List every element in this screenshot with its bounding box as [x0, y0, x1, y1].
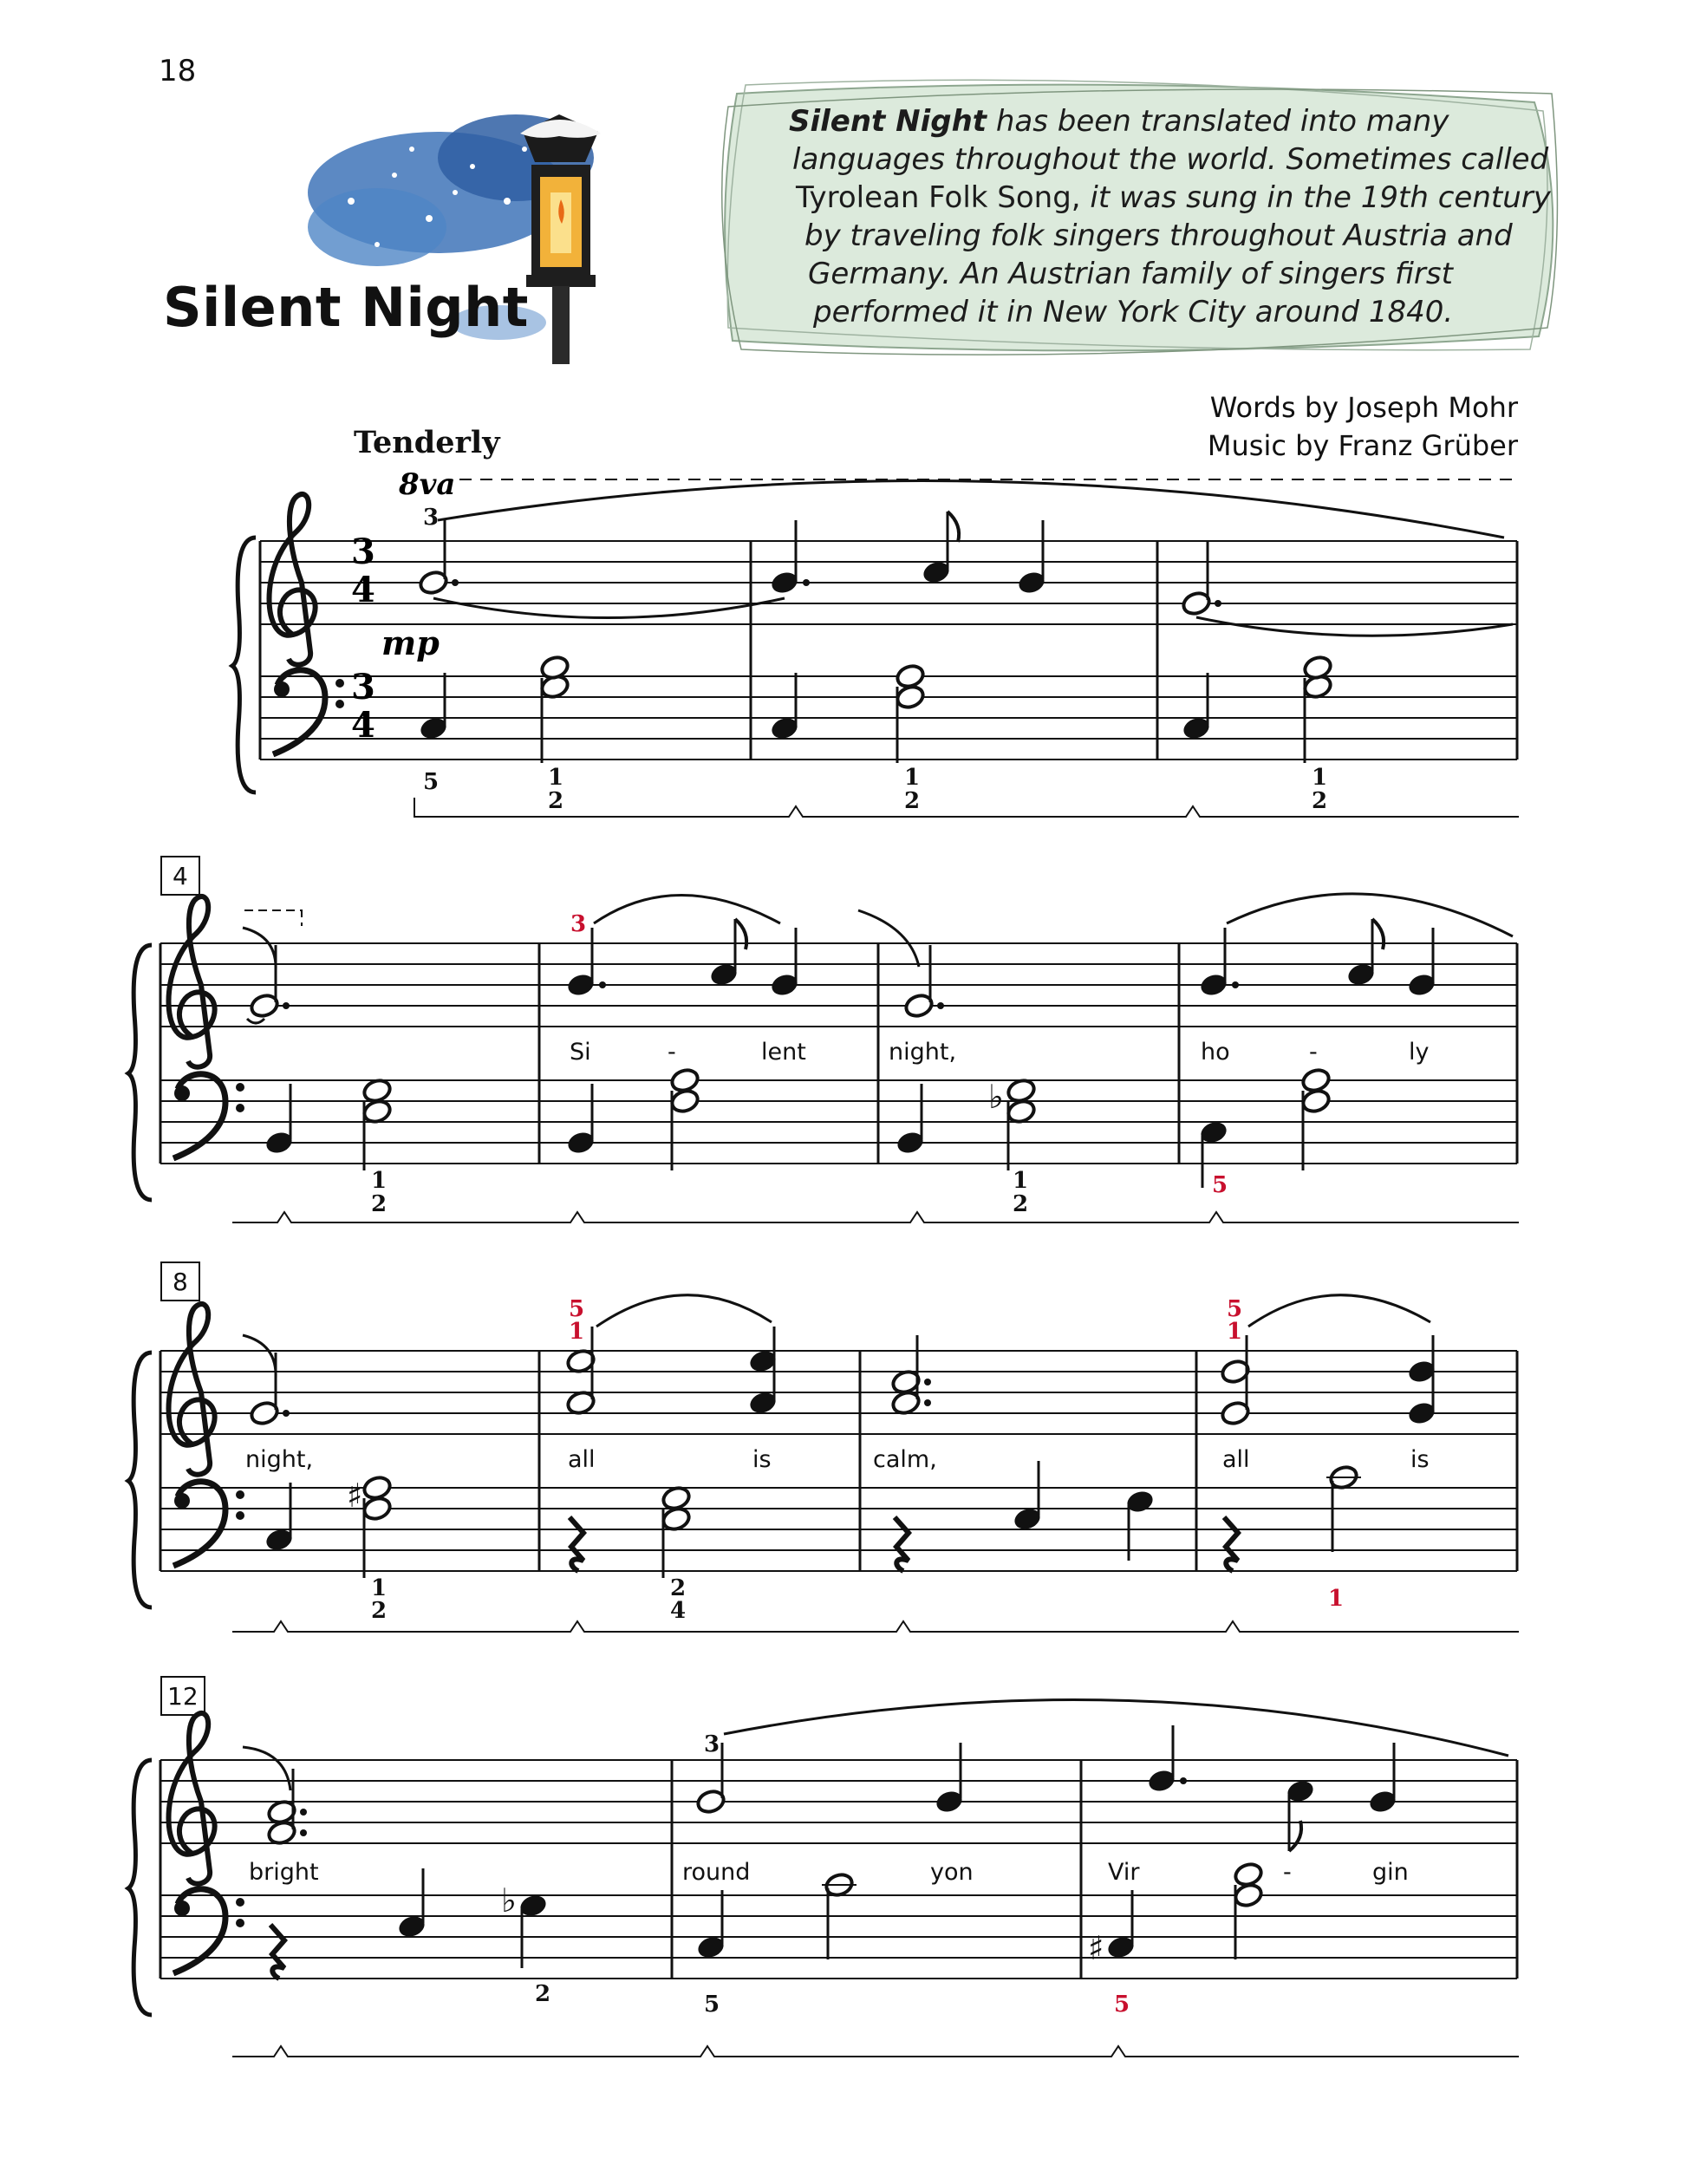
bass-clef-icon [273, 670, 344, 754]
measure-number: 4 [173, 862, 188, 890]
lyric: ly [1409, 1039, 1430, 1066]
fingering: 2 [548, 788, 564, 814]
pedal-line [232, 1212, 1519, 1222]
pedal-line [414, 798, 1519, 817]
treble-staff [260, 541, 1517, 624]
fingering: 2 [371, 1191, 388, 1217]
barlines [260, 541, 1517, 760]
svg-text:♭: ♭ [988, 1078, 1004, 1116]
treble-clef-icon [169, 1304, 215, 1475]
note-line-4: by traveling folk singers throughout Austria and [804, 218, 1513, 253]
lyric: bright [249, 1859, 319, 1886]
fingering: 3 [570, 911, 587, 937]
fingering: 1 [371, 1168, 388, 1194]
lyric: - [1309, 1039, 1318, 1066]
fingering: 1 [371, 1575, 388, 1601]
time-sig-bottom: 4 [351, 570, 375, 610]
fingering: 1 [1013, 1168, 1029, 1194]
fingering: 3 [423, 505, 440, 531]
lyric: lent [761, 1039, 806, 1066]
system-3 [128, 1262, 1519, 1632]
time-sig-top-bass: 3 [351, 667, 375, 707]
fingering: 4 [670, 1598, 687, 1624]
fingering: 1 [548, 765, 564, 791]
lyric: all [1222, 1446, 1250, 1473]
time-sig-bottom-bass: 4 [351, 705, 375, 746]
fingering: 3 [704, 1731, 720, 1757]
fingering: 1 [1227, 1319, 1243, 1345]
bass-clef-icon [173, 1482, 244, 1566]
fingering: 2 [670, 1575, 687, 1601]
note-line-2: languages throughout the world. Sometimes called [792, 142, 1549, 177]
lyric: round [682, 1859, 751, 1886]
note-line-5: Germany. An Austrian family of singers first [808, 257, 1453, 291]
bass-staff [160, 1895, 1517, 1979]
fingering: 5 [569, 1296, 585, 1322]
bass-notes [418, 655, 1333, 763]
lyric: is [752, 1446, 772, 1473]
treble-clef-icon [169, 896, 215, 1067]
fingering: 2 [1312, 788, 1328, 814]
fingering: 2 [371, 1598, 388, 1624]
lyric: night, [889, 1039, 957, 1066]
fingering: 1 [1312, 765, 1328, 791]
treble-staff [160, 943, 1517, 1027]
fingering: 5 [1212, 1172, 1228, 1198]
svg-text:♯: ♯ [1088, 1929, 1104, 1967]
svg-text:♭: ♭ [501, 1881, 517, 1920]
fingering: 2 [535, 1981, 551, 2007]
fingering: 1 [904, 765, 921, 791]
fingering: 2 [1013, 1191, 1029, 1217]
treble-clef-icon [270, 494, 316, 665]
octave-mark: 8va [399, 467, 456, 502]
time-sig-top: 3 [351, 531, 375, 572]
fingering: 5 [1227, 1296, 1243, 1322]
lyric: night, [245, 1446, 314, 1473]
lyric: Si [570, 1039, 591, 1066]
bass-notes [264, 1067, 1332, 1188]
fingering: 5 [423, 769, 440, 795]
fingering: 2 [904, 788, 921, 814]
tempo-marking: Tenderly [354, 425, 500, 460]
barlines [160, 1760, 1517, 1979]
lyric: Vir [1108, 1859, 1140, 1886]
lyric: ho [1201, 1039, 1230, 1066]
grand-staff-brace [128, 1353, 152, 1607]
svg-text:♯: ♯ [347, 1477, 363, 1515]
fingering: 5 [1114, 1992, 1130, 2018]
measure-number: 8 [173, 1268, 188, 1296]
grand-staff-brace [232, 538, 256, 792]
song-title: Silent Night [163, 276, 529, 339]
bass-clef-icon [173, 1074, 244, 1158]
bass-clef-icon [173, 1889, 244, 1973]
dynamic-marking: mp [381, 623, 440, 662]
music-credit: Music by Franz Grüber [1207, 429, 1518, 462]
system-4 [128, 1677, 1519, 2057]
note-line-1: Silent Night has been translated into many [789, 104, 1449, 139]
lyric: gin [1372, 1859, 1409, 1886]
system-2 [128, 857, 1519, 1222]
pedal-line [232, 2046, 1519, 2057]
lyric: - [1283, 1859, 1292, 1886]
treble-staff [160, 1760, 1517, 1843]
page-number: 18 [159, 54, 197, 88]
fingering: 5 [704, 1992, 720, 2018]
treble-notes [243, 1295, 1437, 1427]
grand-staff-brace [128, 1760, 152, 2015]
pedal-line [232, 1621, 1519, 1632]
treble-notes [243, 1699, 1508, 1851]
treble-notes [418, 481, 1513, 636]
note-line-3: Tyrolean Folk Song, it was sung in the 19th century [796, 180, 1551, 215]
measure-number: 12 [167, 1682, 199, 1711]
fingering: 1 [1328, 1586, 1345, 1612]
lyric: is [1410, 1446, 1430, 1473]
treble-staff [160, 1351, 1517, 1434]
octave-end-bracket [244, 910, 302, 926]
lyric: yon [930, 1859, 974, 1886]
lyric: all [568, 1446, 596, 1473]
lyric: - [668, 1039, 676, 1066]
grand-staff-brace [128, 945, 152, 1200]
lyric: calm, [873, 1446, 937, 1473]
system-1 [232, 467, 1519, 817]
note-line-6: performed it in New York City around 1840. [813, 295, 1454, 329]
treble-clef-icon [169, 1713, 215, 1884]
fingering: 1 [569, 1319, 585, 1345]
words-credit: Words by Joseph Mohr [1209, 391, 1518, 424]
